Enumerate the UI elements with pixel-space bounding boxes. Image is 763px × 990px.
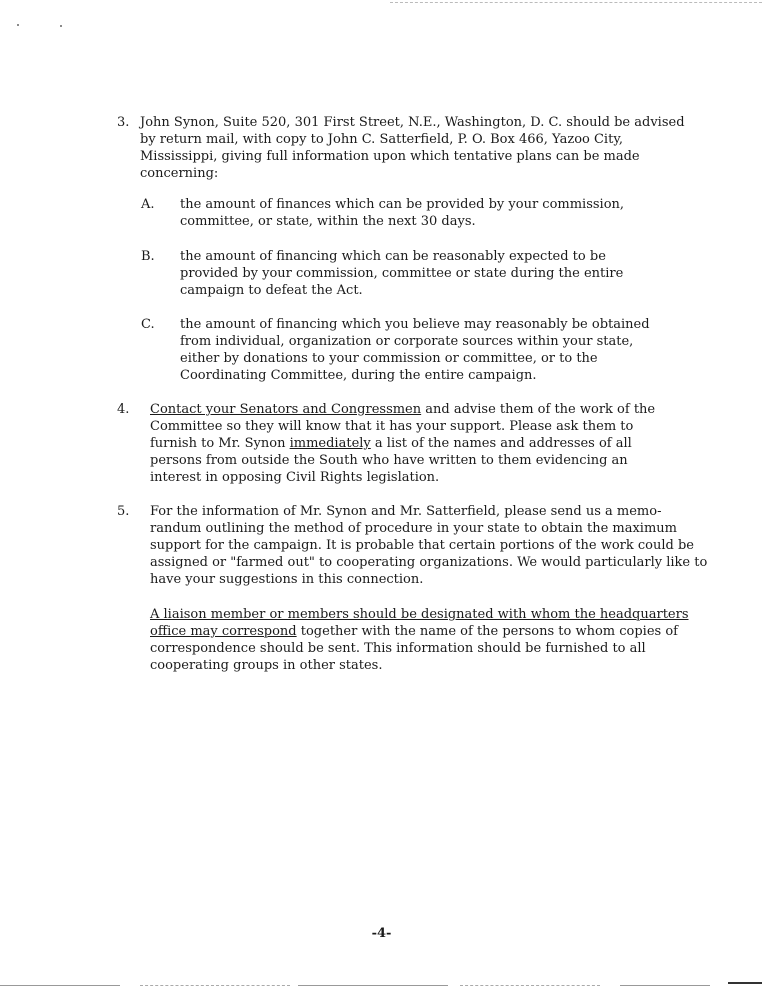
scan-edge-rule [298,985,448,986]
item-5-paragraph-2-rest: together with the name of the persons to whom copies of correspondence should be sent. This information should be furnished to all cooperating groups in other states. [150,624,678,673]
item-3b-text: the amount of financing which can be reasonably expected to be provided by your commission, committee or state during the entire campaign to defeat the Act. [180,249,624,298]
item-4-text-part1: and advise them of the work of the Committee so they will know that it has your support. Please ask them to furnish to Mr. Synon [150,402,656,451]
item-3a-text: the amount of finances which can be provided by your commission, committee, or state, within the next 30 days. [180,197,625,229]
item-5-paragraph-2 [150,606,710,674]
item-4-underlined-immediately: immediately [289,436,371,451]
item-4-underlined-phrase: Contact your Senators and Congressmen [150,402,422,417]
item-5-number: 5. [117,504,130,519]
scan-speck [17,24,19,26]
page-number: -4- [371,926,392,941]
scan-edge-dash [390,2,762,3]
item-4-text [150,401,680,486]
item-4-number: 4. [117,402,130,417]
item-3b-letter: B. [141,249,155,264]
item-3c-text: the amount of financing which you believe may reasonably be obtained from individual, organization or corporate sources within your state, either by donations to your commission or committee, or to the Coordinating Committee, during the entire campaign. [180,317,650,383]
scan-edge-rule [460,985,600,986]
scan-edge-rule [620,985,710,986]
scan-edge-rule [728,982,762,984]
scan-edge-rule [0,985,120,986]
item-3-number: 3. [117,115,130,130]
scan-speck [60,25,62,27]
item-3-text: John Synon, Suite 520, 301 First Street, N.E., Washington, D. C. should be advised by return mail, with copy to John C. Satterfield, P. O. Box 466, Yazoo City, Mississippi, giving full information upon which tentative plans can be made concerning: [140,115,685,181]
scan-edge-rule [140,985,290,986]
item-3c-letter: C. [141,317,155,332]
item-3a-letter: A. [141,197,155,212]
item-4-text-part2: a list of the names and addresses of all persons from outside the South who have written to them evidencing an interest in opposing Civil Rights legislation. [150,436,632,485]
item-5-paragraph-1: For the information of Mr. Synon and Mr. Satterfield, please send us a memo-randum outlining the method of procedure in your state to obtain the maximum support for the campaign. It is probable that certain portions of the work could be assigned or "farmed out" to cooperating organizations. We would particularly like to have your suggestions in this connection. [150,504,708,587]
item-5-underlined-sentence: A liaison member or members should be designated with whom the headquarters office may correspond [150,607,689,639]
